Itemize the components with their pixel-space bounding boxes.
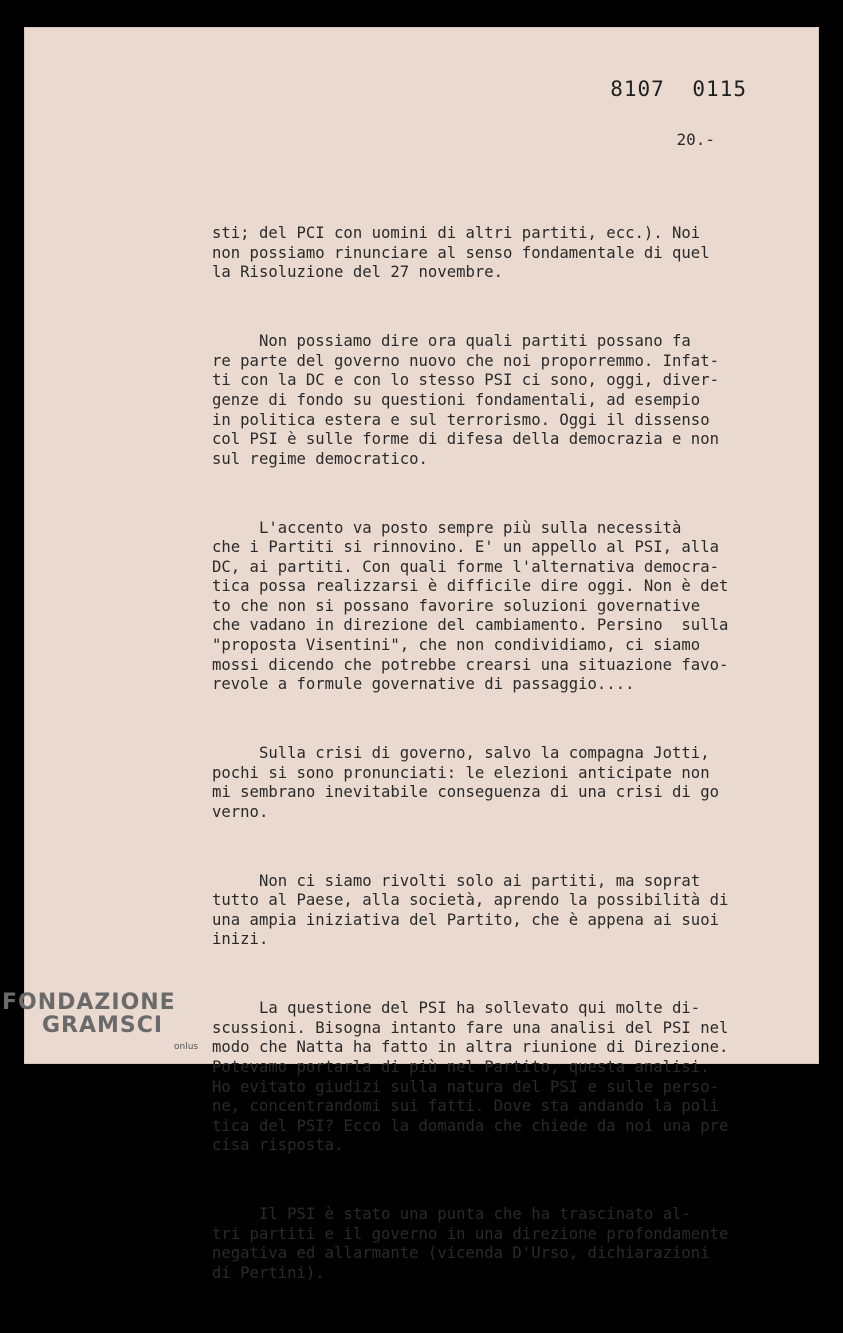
paragraph-2: Non possiamo dire ora quali partiti possano fa re parte del governo nuovo che noi proporremmo. Infat- ti con la DC e con lo stesso PSI ci sono, oggi, diver- genze di fondo su questioni fondamentali, ad esempio in politica estera e sul terrorismo. Oggi il dissenso col PSI è sulle forme di difesa della democrazia e non sul regime democratico. [212,332,719,468]
paragraph-5: Non ci siamo rivolti solo ai partiti, ma soprat tutto al Paese, alla società, aprendo la possibilità di una ampia iniziativa del Partito, che è appena ai suoi inizi. [212,871,729,949]
page-number: 20.- [676,130,715,149]
paragraph-6: La questione del PSI ha sollevato qui molte di- scussioni. Bisogna intanto fare una analisi del PSI nel modo che Natta ha fatto in altra riunione di Direzione. Potevamo portarla di più nel Partito, questa analisi. Ho evitato giudizi sulla natura del PSI e sulle perso- ne, concentrandomi sui fatti. Dove sta andando la poli tica del PSI? Ecco la domanda che chiede da noi una pre cisa risposta. [212,999,729,1155]
fondazione-gramsci-logo [2,990,199,1052]
document-body [212,185,772,1333]
document-page [24,27,819,1282]
paragraph-4: Sulla crisi di governo, salvo la compagna Jotti, pochi si sono pronunciati: le elezioni anticipate non mi sembrano inevitabile conseguenza di una crisi di go verno. [212,744,719,821]
logo-line-3: onlus [174,1042,199,1052]
paragraph-1: sti; del PCI con uomini di altri partiti, ecc.). Noi non possiamo rinunciare al senso fondamentale di quel la Risoluzione del 27 novembre. [212,224,710,282]
paragraph-3: L'accento va posto sempre più sulla necessità che i Partiti si rinnovino. E' un appello al PSI, alla DC, ai partiti. Con quali forme l'alternativa democra- tica possa realizzarsi è difficile dire oggi. Non è det to che non si possano favorire soluzioni governative che vadano in direzione del cambiamento. Persino sulla "proposta Visentini", che non condividiamo, ci siamo mossi dicendo che potrebbe crearsi una situazione favo- revole a formule governative di passaggio.... [212,518,729,694]
document-number: 8107 0115 [610,77,747,101]
paragraph-7: Il PSI è stato una punta che ha trascinato al- tri partiti e il governo in una direzione profondamente negativa ed allarmante (vicenda D'Urso, dichiarazioni di Pertini). [212,1205,729,1282]
logo-line-2: GRAMSCI [42,1013,164,1038]
logo-line-1: FONDAZIONE [2,990,176,1015]
